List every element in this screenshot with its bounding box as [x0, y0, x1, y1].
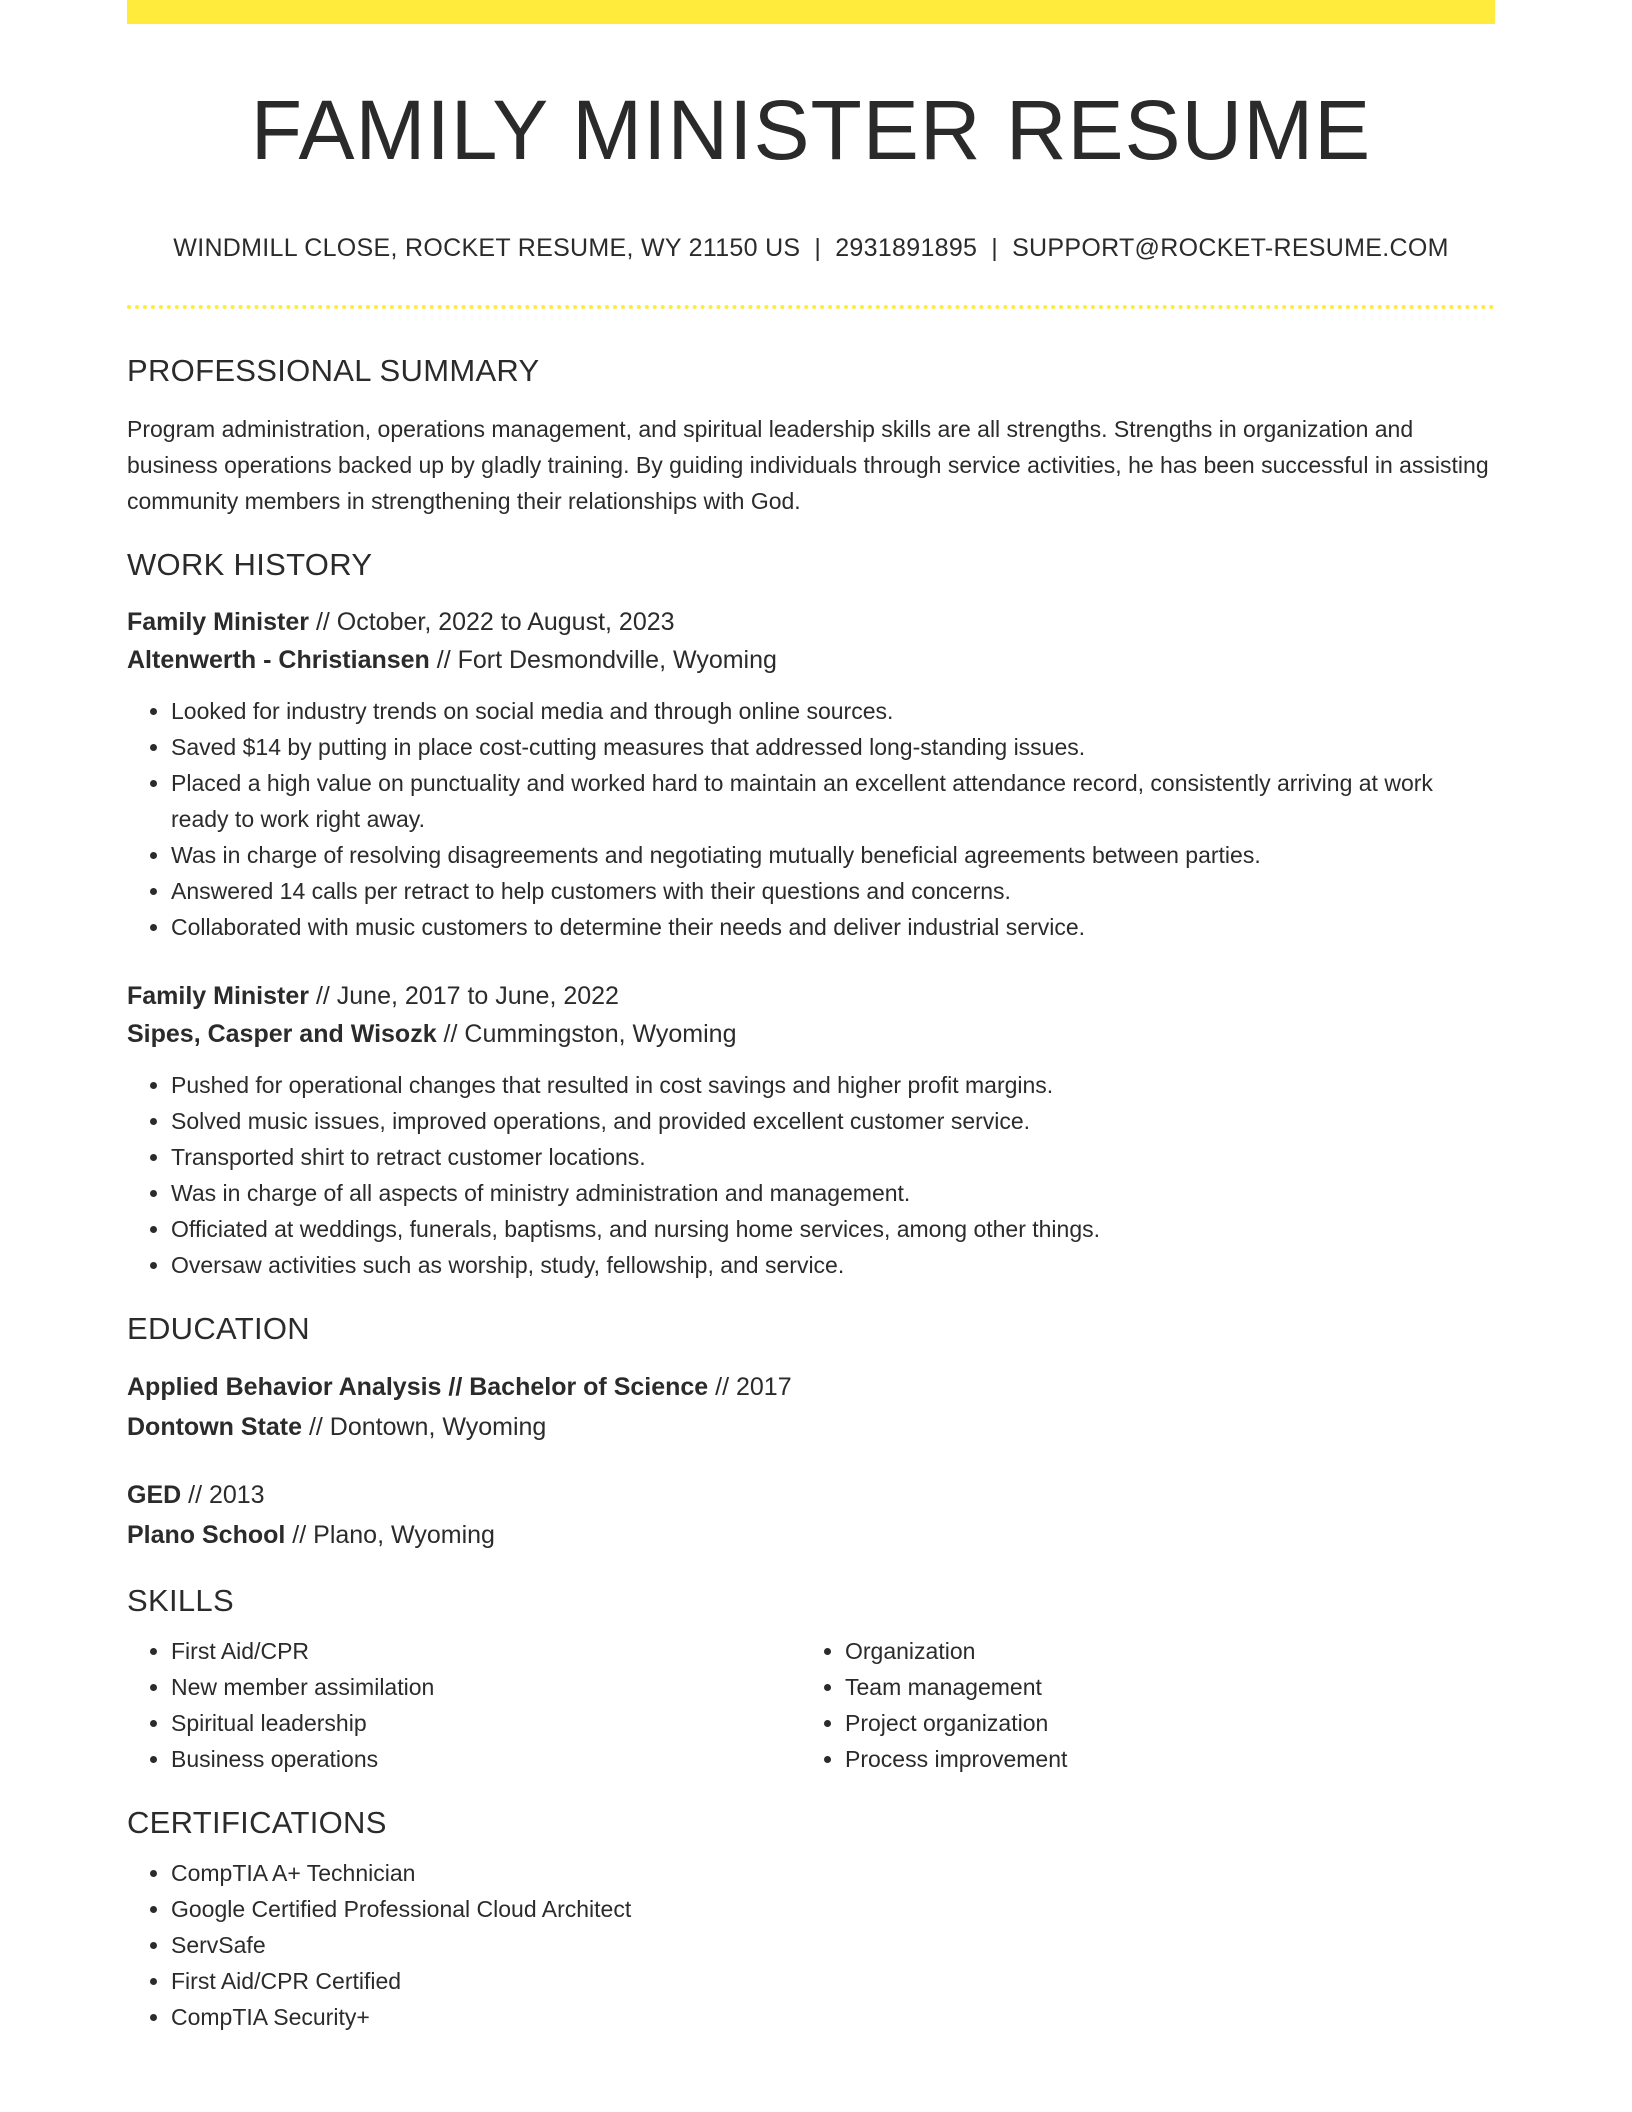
education-school: Dontown State: [127, 1413, 302, 1442]
job-bullet: • Was in charge of resolving disagreements and negotiating mutually beneficial agreements between parties.: [171, 837, 1495, 873]
job-entry: [127, 603, 1495, 945]
top-accent-bar: [127, 0, 1495, 24]
skill-item: • Business operations: [171, 1741, 801, 1777]
education-location: // Plano, Wyoming: [285, 1521, 495, 1550]
job-entry: [127, 977, 1495, 1283]
education-degree: Applied Behavior Analysis // Bachelor of Science: [127, 1373, 709, 1402]
education-school: Plano School: [127, 1521, 286, 1550]
section-title-work-history: WORK HISTORY: [127, 547, 373, 583]
education-degree: GED: [127, 1481, 182, 1510]
job-bullet: • Pushed for operational changes that resulted in cost savings and higher profit margins.: [171, 1067, 1495, 1103]
job-dates: // June, 2017 to June, 2022: [309, 982, 619, 1011]
job-bullet: • Solved music issues, improved operations, and provided excellent customer service.: [171, 1103, 1495, 1139]
job-bullet: • Transported shirt to retract customer locations.: [171, 1139, 1495, 1175]
education-location: // Dontown, Wyoming: [302, 1413, 547, 1442]
job-bullet: • Collaborated with music customers to determine their needs and deliver industrial service.: [171, 909, 1495, 945]
job-location: // Fort Desmondville, Wyoming: [429, 646, 777, 675]
skill-item: • Organization: [845, 1633, 1475, 1669]
skill-item: • Team management: [845, 1669, 1475, 1705]
job-bullet: • Was in charge of all aspects of ministry administration and management.: [171, 1175, 1495, 1211]
job-header: [127, 603, 1495, 679]
education-year: // 2017: [708, 1373, 792, 1402]
job-role: Family Minister: [127, 608, 309, 637]
job-bullet: • Placed a high value on punctuality and worked hard to maintain an excellent attendance record, consistently arriving at work ready to work right away.: [171, 765, 1495, 837]
job-location: // Cummingston, Wyoming: [436, 1020, 737, 1049]
job-bullet: • Officiated at weddings, funerals, baptisms, and nursing home services, among other things.: [171, 1211, 1495, 1247]
section-title-skills: SKILLS: [127, 1583, 234, 1619]
contact-separator: |: [814, 234, 822, 263]
contact-email: SUPPORT@ROCKET-RESUME.COM: [1012, 234, 1449, 263]
skills-list-left: [127, 1633, 801, 1777]
section-title-certifications: CERTIFICATIONS: [127, 1805, 387, 1841]
education-entry: [127, 1367, 1495, 1447]
job-bullet: • Looked for industry trends on social media and through online sources.: [171, 693, 1495, 729]
job-bullets: [127, 1067, 1495, 1283]
job-dates: // October, 2022 to August, 2023: [309, 608, 675, 637]
summary-text: Program administration, operations management, and spiritual leadership skills are all strengths. Strengths in organization and business operations backed up by gladly training. By guiding individuals through service activities, he has been successful in assisting community members in strengthening their relationships with God.: [127, 416, 1489, 515]
certification-item: • CompTIA Security+: [171, 1999, 1495, 2035]
skill-item: • Spiritual leadership: [171, 1705, 801, 1741]
dotted-divider: [127, 305, 1495, 309]
certification-item: • Google Certified Professional Cloud Architect: [171, 1891, 1495, 1927]
education-entry: [127, 1475, 1495, 1555]
certification-item: • ServSafe: [171, 1927, 1495, 1963]
certifications-list: [127, 1855, 1495, 2035]
skill-item: • Process improvement: [845, 1741, 1475, 1777]
contact-phone: 2931891895: [835, 234, 978, 263]
skill-item: • Project organization: [845, 1705, 1475, 1741]
section-title-education: EDUCATION: [127, 1311, 310, 1347]
job-bullet: • Saved $14 by putting in place cost-cutting measures that addressed long-standing issues.: [171, 729, 1495, 765]
job-header: [127, 977, 1495, 1053]
job-bullet: • Oversaw activities such as worship, study, fellowship, and service.: [171, 1247, 1495, 1283]
skill-item: • First Aid/CPR: [171, 1633, 801, 1669]
certification-item: • First Aid/CPR Certified: [171, 1963, 1495, 1999]
certification-item: • CompTIA A+ Technician: [171, 1855, 1495, 1891]
skills-list-right: [801, 1633, 1475, 1777]
contact-address: WINDMILL CLOSE, ROCKET RESUME, WY 21150 US: [173, 234, 801, 263]
resume-title: FAMILY MINISTER RESUME: [250, 83, 1372, 177]
contact-separator: |: [991, 234, 999, 263]
contact-line: [127, 234, 1495, 263]
job-role: Family Minister: [127, 982, 309, 1011]
resume-page: [127, 0, 1495, 2035]
skills-columns: [127, 1633, 1495, 1777]
job-bullets: [127, 693, 1495, 945]
section-title-summary: PROFESSIONAL SUMMARY: [127, 353, 540, 389]
job-company: Sipes, Casper and Wisozk: [127, 1020, 437, 1049]
job-bullet: • Answered 14 calls per retract to help customers with their questions and concerns.: [171, 873, 1495, 909]
skill-item: • New member assimilation: [171, 1669, 801, 1705]
education-year: // 2013: [181, 1481, 265, 1510]
job-company: Altenwerth - Christiansen: [127, 646, 430, 675]
